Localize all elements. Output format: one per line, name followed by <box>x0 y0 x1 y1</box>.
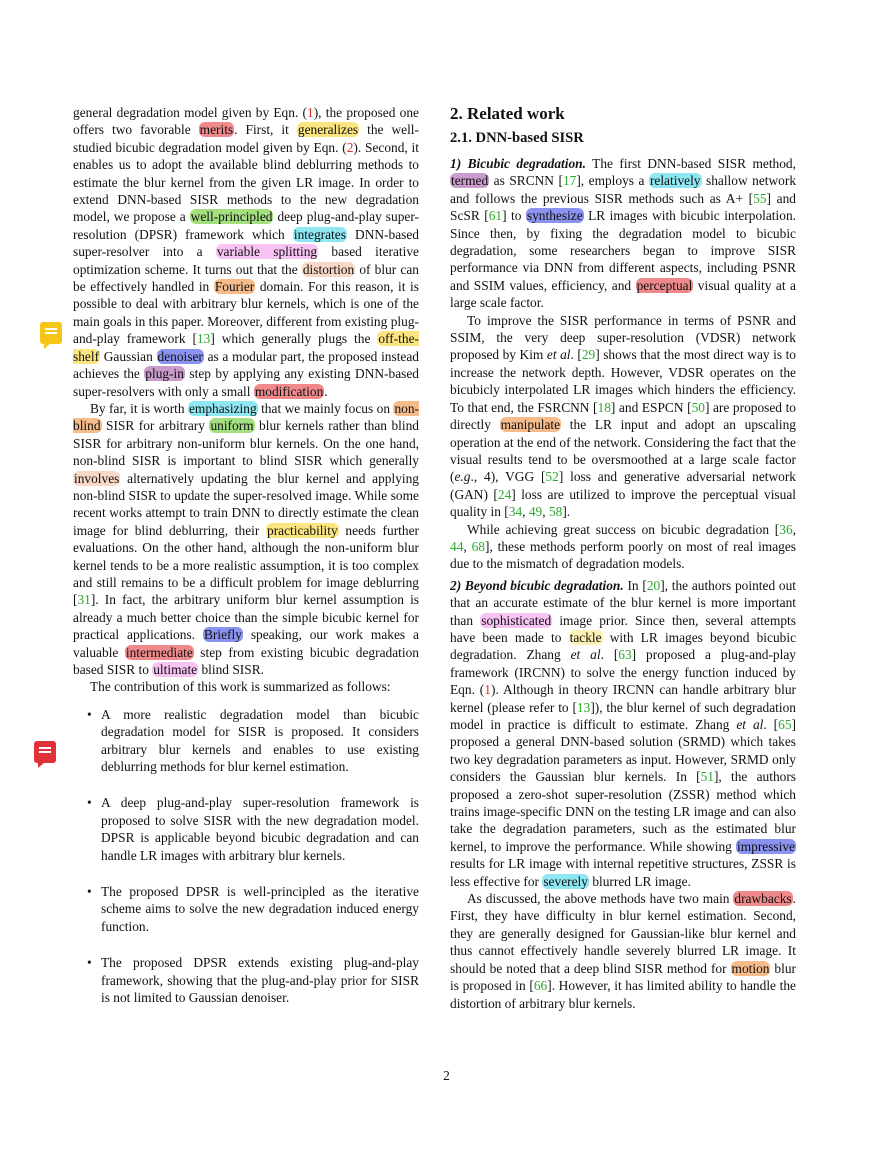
citation-link[interactable]: 49 <box>528 504 543 520</box>
text-run: based iterative optimization scheme. It turns out that the <box>73 244 419 277</box>
text-run: , <box>463 538 472 554</box>
highlight[interactable]: modification <box>254 383 324 399</box>
citation-link[interactable]: 63 <box>618 647 632 663</box>
run-in-heading: 2) Beyond bicubic degradation. <box>450 577 624 593</box>
text-run: blurred LR image. <box>588 873 691 889</box>
highlight[interactable]: manipulate <box>500 417 561 433</box>
text-run: ] loss and generative adversarial network (GAN) [ <box>450 469 797 502</box>
paragraph <box>450 577 796 890</box>
text-run: , <box>522 504 529 520</box>
text-run: visual quality at a large scale factor. <box>450 277 796 311</box>
run-in-heading: 1) Bicubic degradation. <box>450 156 586 171</box>
text-run: . <box>324 383 328 399</box>
text-run: DNN-based super-resolver into a <box>73 226 420 260</box>
text-run: ] and ESPCN [ <box>610 399 692 415</box>
paragraph: The contribution of this work is summarized as follows: <box>90 679 391 695</box>
text-run: blur kernels rather than blind SISR for arbitrary non-uniform blur kernels. On the one hand, non-blind SISR is important to blind SISR which generally <box>73 418 419 469</box>
highlight[interactable]: distortion <box>302 261 355 277</box>
equation-link[interactable]: 1 <box>307 105 314 120</box>
highlight[interactable]: Briefly <box>203 627 242 643</box>
citation-link[interactable]: 18 <box>597 399 611 415</box>
citation-link[interactable]: 13 <box>576 699 591 715</box>
italic-text: et al <box>736 717 764 732</box>
highlight[interactable]: involves <box>74 470 120 486</box>
text-run: . [ <box>570 347 582 363</box>
text-run: ] loss are utilized to improve the perceptual visual quality in [ <box>450 486 796 520</box>
text-run: the well-studied bicubic degradation model given by Eqn. ( <box>73 122 419 155</box>
text-run: ] and ScSR [ <box>450 190 796 224</box>
text-run: ). Although in theory IRCNN can handle arbitrary blur kernel (please refer to [ <box>450 682 796 715</box>
highlight[interactable]: merits <box>199 122 234 138</box>
highlight[interactable]: relatively <box>649 173 701 189</box>
italic-text: et al <box>546 347 571 363</box>
text-run: general degradation model given by Eqn. ( <box>73 105 307 120</box>
right-column <box>450 104 796 1012</box>
citation-link[interactable]: 36 <box>779 521 793 537</box>
citation-link[interactable]: 34 <box>508 504 523 520</box>
text-run: , <box>542 504 549 520</box>
text-run: . First, they have difficulty in blur kernel estimation. Second, they are generally designed for Gaussian-like blur kernel and thus cannot effectively handle severely blurred LR image. It should be noted that a deep blind SISR method for <box>450 891 796 976</box>
text-run: SISR for arbitrary <box>101 418 210 434</box>
text-run: needs further evaluations. On the other hand, although the non-uniform blur kernel tends to be a more realistic assumption, it is too complex and still remains to be a difficult problem for image deblurring [ <box>73 522 419 608</box>
citation-link[interactable]: 13 <box>196 331 211 347</box>
paragraph-body <box>450 156 796 310</box>
comment-note-icon[interactable] <box>34 741 56 763</box>
text-run: shallow network and follows the previous SISR methods such as A+ [ <box>450 173 797 206</box>
text-run: blur is proposed in [ <box>450 960 797 994</box>
text-run: ]. In fact, the arbitrary uniform blur kernel assumption is already a much better choice than the simple bicubic kernel for practical applications. <box>73 592 419 643</box>
list-item: • A more realistic degradation model than bicubic degradation model for SISR is proposed. It considers arbitrary blur kernels and enables to use existing deblurring methods for blur kernel estimation. <box>73 706 419 776</box>
page-number: 2 <box>443 1068 450 1083</box>
highlight[interactable]: synthesize <box>526 208 583 224</box>
text-run: , <box>792 521 796 537</box>
citation-link[interactable]: 51 <box>700 769 714 785</box>
italic-text: et al <box>570 647 601 663</box>
text-run: ), the proposed one offers two favorable <box>73 105 419 138</box>
highlight[interactable]: Fourier <box>214 279 255 295</box>
text-run: By far, it is worth <box>90 400 188 416</box>
paragraph <box>450 312 796 521</box>
citation-link[interactable]: 24 <box>497 486 512 502</box>
equation-link[interactable]: 1 <box>484 682 491 698</box>
highlight[interactable]: drawbacks <box>734 891 792 907</box>
highlight[interactable]: plug-in <box>145 366 184 382</box>
text-run: as a modular part, the proposed instead achieves the <box>73 348 419 382</box>
paragraph <box>450 155 796 312</box>
text-run: the LR input and adopt an upscaling operation at the end of the network. Considering the fact that the visual results tend to be oversmoothed at a large scale factor ( <box>450 417 796 485</box>
contribution-list <box>73 706 419 1007</box>
highlight[interactable]: tackle <box>569 629 602 645</box>
text-run: ] proposed a plug-and-play framework (IRCNN) to solve the energy function induced by Eqn. ( <box>450 647 796 698</box>
paragraph <box>73 400 419 679</box>
text-run: ). Second, it enables us to adopt the available blind deblurring methods to estimate the blur kernel from the given LR image. In order to extend DNN-based SISR methods to the new degradation model, we propose a <box>73 139 419 225</box>
text-run: ] proposed a general DNN-based solution (SRMD) which takes two key degradation parameters as input. However, SRMD only considers the Gaussian blur kernels. In [ <box>450 717 796 785</box>
highlight[interactable]: non-blind <box>73 400 419 434</box>
text-run: ] shows that the most direct way is to increase the network depth. However, VDSR operates on the bicubicly interpolated LR images which hinders the efficiency. To that end, the FSRCNN [ <box>450 347 796 415</box>
highlight[interactable]: severely <box>543 873 588 889</box>
citation-link[interactable]: 31 <box>77 592 91 608</box>
text-run: LR images with bicubic interpolation. Since then, by fixing the degradation model to bicubic degradation, some researchers began to improve SISR performance via DNN from different aspects, including PSNR and SSIM values, efficiency, and <box>450 208 796 293</box>
text-run: ., 4), VGG [ <box>470 469 546 485</box>
text-run: As discussed, the above methods have two main <box>467 891 734 907</box>
highlight[interactable]: uniform <box>210 418 254 434</box>
citation-link[interactable]: 44 <box>450 538 464 554</box>
citation-link[interactable]: 66 <box>533 978 548 994</box>
highlight[interactable]: practicability <box>267 522 338 538</box>
text-run: . [ <box>600 647 619 663</box>
citation-link[interactable]: 68 <box>471 538 485 554</box>
citation-link[interactable]: 61 <box>488 208 503 224</box>
text-run: with LR images beyond bicubic degradation. Zhang <box>450 629 797 663</box>
text-run: ], employs a <box>576 173 649 189</box>
text-run: ], these methods perform poorly on most of real images due to the mismatch of degradation models. <box>450 538 796 572</box>
equation-link[interactable]: 2 <box>346 139 354 155</box>
highlight[interactable]: ultimate <box>153 662 198 677</box>
text-run: domain. For this reason, it is possible to deal with arbitrary blur kernels, which is one of the main goals in this paper. Moreover, different from existing plug-and-play framework [ <box>73 279 419 347</box>
text-run: image prior. Since then, several attempts have been made to <box>450 612 796 645</box>
text-run: as SRCNN [ <box>489 173 563 189</box>
citation-link[interactable]: 65 <box>778 717 792 732</box>
citation-link[interactable]: 20 <box>646 577 661 593</box>
highlight[interactable]: intermediate <box>125 644 193 660</box>
text-run: that we mainly focus on <box>257 400 394 416</box>
text-run: ]), the blur kernel of such degradation model in practice is difficult to estimate. Zhang <box>450 699 796 732</box>
text-run: . [ <box>763 717 779 732</box>
highlight[interactable]: motion <box>731 960 770 976</box>
section-title: 2. Related work <box>450 104 565 123</box>
text-run: blind SISR. <box>198 662 264 677</box>
citation-link[interactable]: 50 <box>691 399 705 415</box>
citation-link[interactable]: 52 <box>545 469 559 485</box>
left-column <box>73 104 419 1026</box>
text-run: To improve the SISR performance in terms of PSNR and SSIM, the very deep super-resolution (VDSR) network proposed by Kim <box>450 312 796 363</box>
citation-link[interactable]: 55 <box>753 190 767 206</box>
highlight[interactable]: perceptual <box>636 277 693 293</box>
highlight[interactable]: sophisticated <box>481 612 552 628</box>
text-run: ] which generally plugs the <box>210 331 378 347</box>
text-run: In [ <box>623 577 647 593</box>
text-run: Gaussian <box>100 348 157 364</box>
highlight[interactable]: emphasizing <box>188 400 257 416</box>
highlight[interactable]: well-principled <box>190 209 273 225</box>
citation-link[interactable]: 17 <box>562 173 577 189</box>
text-run: ]. <box>562 504 571 520</box>
italic-text: e.g <box>454 469 471 485</box>
text-run: alternatively updating the blur kernel and applying non-blind SISR to update the super-resolved image. While some recent works attempt to train DNN to directly estimate the clean image for blind deblurring, their <box>73 470 419 538</box>
text-run: ]. However, it has limited ability to handle the distortion of arbitrary blur kernels. <box>450 978 796 1011</box>
paragraph <box>450 521 796 573</box>
highlight[interactable]: integrates <box>293 226 346 242</box>
paragraph <box>73 104 419 400</box>
citation-link[interactable]: 58 <box>548 504 563 520</box>
list-item: • A deep plug-and-play super-resolution framework is proposed to solve SISR with the new degradation model. DPSR is applicable beyond bicubic degradation and can handle LR images with arbitrary blur kernels. <box>73 794 419 864</box>
highlight[interactable]: termed <box>451 173 489 189</box>
text-run: deep plug-and-play super-resolution (DPSR) framework which <box>73 209 419 242</box>
citation-link[interactable]: 29 <box>581 347 596 363</box>
paragraph-body <box>450 578 796 889</box>
highlight[interactable]: generalizes <box>297 122 359 138</box>
text-run: ], the authors pointed out that an accurate estimate of the blur kernel is more important than <box>450 577 796 628</box>
text-run: . First, it <box>234 122 297 138</box>
text-run: ], the authors proposed a zero-shot super-resolution (ZSSR) method which trains image-specific DNN on the testing LR image and can also take the degradation parameters, such as the estimated blur kernel, to improve the performance. While showing <box>450 769 797 854</box>
subsection-title: 2.1. DNN-based SISR <box>450 130 584 146</box>
text-run: step from existing bicubic degradation based SISR to <box>73 644 419 677</box>
text-run: speaking, our work makes a valuable <box>73 627 419 660</box>
highlight[interactable]: off-the-shelf <box>73 331 419 364</box>
comment-note-icon[interactable] <box>40 322 62 344</box>
text-run: step by applying any existing DNN-based super-resolvers with only a small <box>73 366 419 399</box>
text-run: While achieving great success on bicubic degradation [ <box>467 521 780 537</box>
list-item: • The proposed DPSR is well-principled as the iterative scheme aims to solve the new degradation induced energy function. <box>73 883 419 935</box>
text-run: results for LR image with internal repetitive structures, ZSSR is less effective for <box>450 856 796 889</box>
text-run: The first DNN-based SISR method, <box>585 156 796 171</box>
highlight[interactable]: variable splitting <box>216 244 318 260</box>
highlight[interactable]: impressive <box>736 838 795 854</box>
paragraph <box>450 890 796 1012</box>
text-run: ] are proposed to directly <box>450 399 796 433</box>
list-item: • The proposed DPSR extends existing plug-and-play framework, showing that the plug-and-play prior for SISR is not limited to Gaussian denoiser. <box>73 954 419 1006</box>
text-run: ] to <box>502 208 526 224</box>
text-run: of blur can be effectively handled in <box>73 261 419 295</box>
highlight[interactable]: denoiser <box>157 348 203 364</box>
